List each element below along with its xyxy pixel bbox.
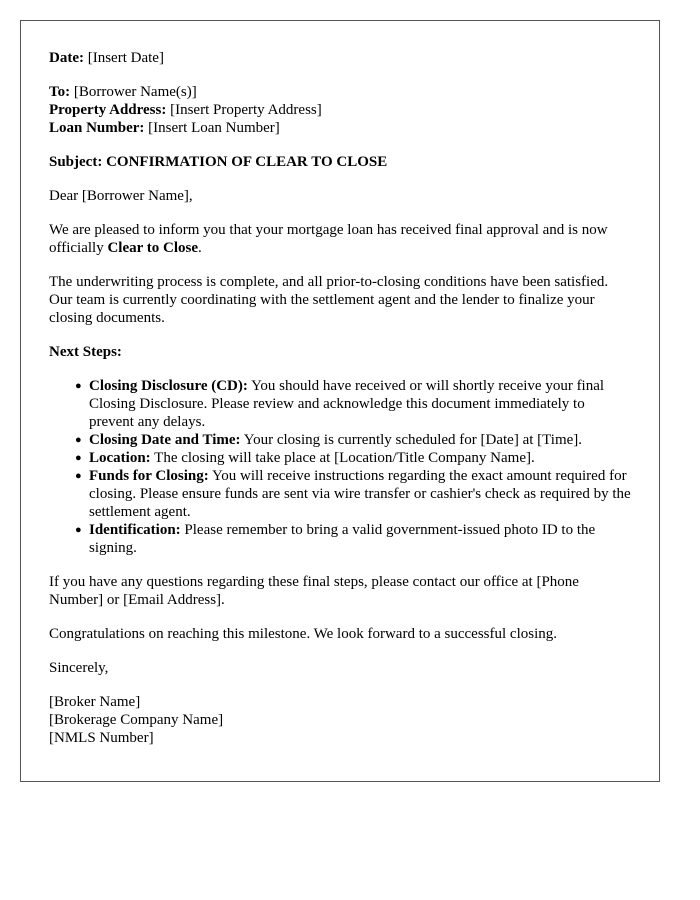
bullet-icon: ● bbox=[75, 470, 82, 482]
approval-period: . bbox=[198, 240, 202, 256]
recipient-block bbox=[49, 83, 631, 137]
letter-document bbox=[20, 20, 660, 782]
property-address-value: [Insert Property Address] bbox=[170, 102, 322, 118]
loan-number-line bbox=[49, 119, 631, 137]
subject-label: Subject: bbox=[49, 154, 103, 170]
brokerage-company-name: [Brokerage Company Name] bbox=[49, 712, 224, 728]
list-item bbox=[75, 467, 631, 521]
step-text: The closing will take place at [Location/Title Company Name]. bbox=[150, 450, 535, 466]
congratulations-paragraph: Congratulations on reaching this milestone. We look forward to a successful closing. bbox=[49, 626, 557, 642]
date-value: [Insert Date] bbox=[87, 50, 164, 66]
to-label: To: bbox=[49, 84, 71, 100]
step-label: Location: bbox=[89, 450, 151, 466]
approval-text: We are pleased to inform you that your mortgage loan has received final approval and is now officially bbox=[49, 222, 608, 256]
property-address-label: Property Address: bbox=[49, 102, 167, 118]
step-text: Please remember to bring a valid government-issued photo ID to the signing. bbox=[89, 522, 596, 556]
date-line bbox=[49, 49, 631, 67]
clear-to-close-emphasis: Clear to Close bbox=[107, 240, 199, 256]
signature-block bbox=[49, 693, 631, 747]
loan-number-value: [Insert Loan Number] bbox=[148, 120, 280, 136]
subject-value: CONFIRMATION OF CLEAR TO CLOSE bbox=[106, 154, 388, 170]
step-label: Identification: bbox=[89, 522, 181, 538]
step-label: Funds for Closing: bbox=[89, 468, 209, 484]
bullet-icon: ● bbox=[75, 524, 82, 536]
property-address-line bbox=[49, 101, 631, 119]
broker-name: [Broker Name] bbox=[49, 694, 141, 710]
list-item bbox=[75, 521, 631, 557]
bullet-icon: ● bbox=[75, 380, 82, 392]
loan-number-label: Loan Number: bbox=[49, 120, 145, 136]
step-text: You will receive instructions regarding the exact amount required for closing. Please ensure funds are sent via wire transfer or cashier's check as required by the settlement agent. bbox=[89, 468, 631, 520]
next-steps-list bbox=[49, 377, 631, 557]
step-text: You should have received or will shortly receive your final Closing Disclosure. Please review and acknowledge this document immediately to prevent any delays. bbox=[89, 378, 605, 430]
list-item bbox=[75, 449, 631, 467]
to-line bbox=[49, 83, 631, 101]
subject-line bbox=[49, 153, 631, 171]
date-label: Date: bbox=[49, 50, 84, 66]
step-label: Closing Disclosure (CD): bbox=[89, 378, 248, 394]
bullet-icon: ● bbox=[75, 452, 82, 464]
bullet-icon: ● bbox=[75, 434, 82, 446]
to-value: [Borrower Name(s)] bbox=[73, 84, 197, 100]
closing-line: Sincerely, bbox=[49, 660, 109, 676]
step-label: Closing Date and Time: bbox=[89, 432, 241, 448]
next-steps-heading bbox=[49, 343, 631, 361]
questions-paragraph: If you have any questions regarding these final steps, please contact our office at [Phone Number] or [Email Address]. bbox=[49, 574, 579, 608]
salutation: Dear [Borrower Name], bbox=[49, 188, 193, 204]
next-steps-heading-text: Next Steps: bbox=[49, 344, 122, 360]
step-text: Your closing is currently scheduled for [Date] at [Time]. bbox=[240, 432, 583, 448]
underwriting-paragraph: The underwriting process is complete, and all prior-to-closing conditions have been satisfied. Our team is currently coordinating with the settlement agent and the lender to finalize your closing documents. bbox=[49, 274, 609, 326]
list-item bbox=[75, 431, 631, 449]
list-item bbox=[75, 377, 631, 431]
nmls-number: [NMLS Number] bbox=[49, 730, 154, 746]
approval-paragraph bbox=[49, 221, 631, 257]
